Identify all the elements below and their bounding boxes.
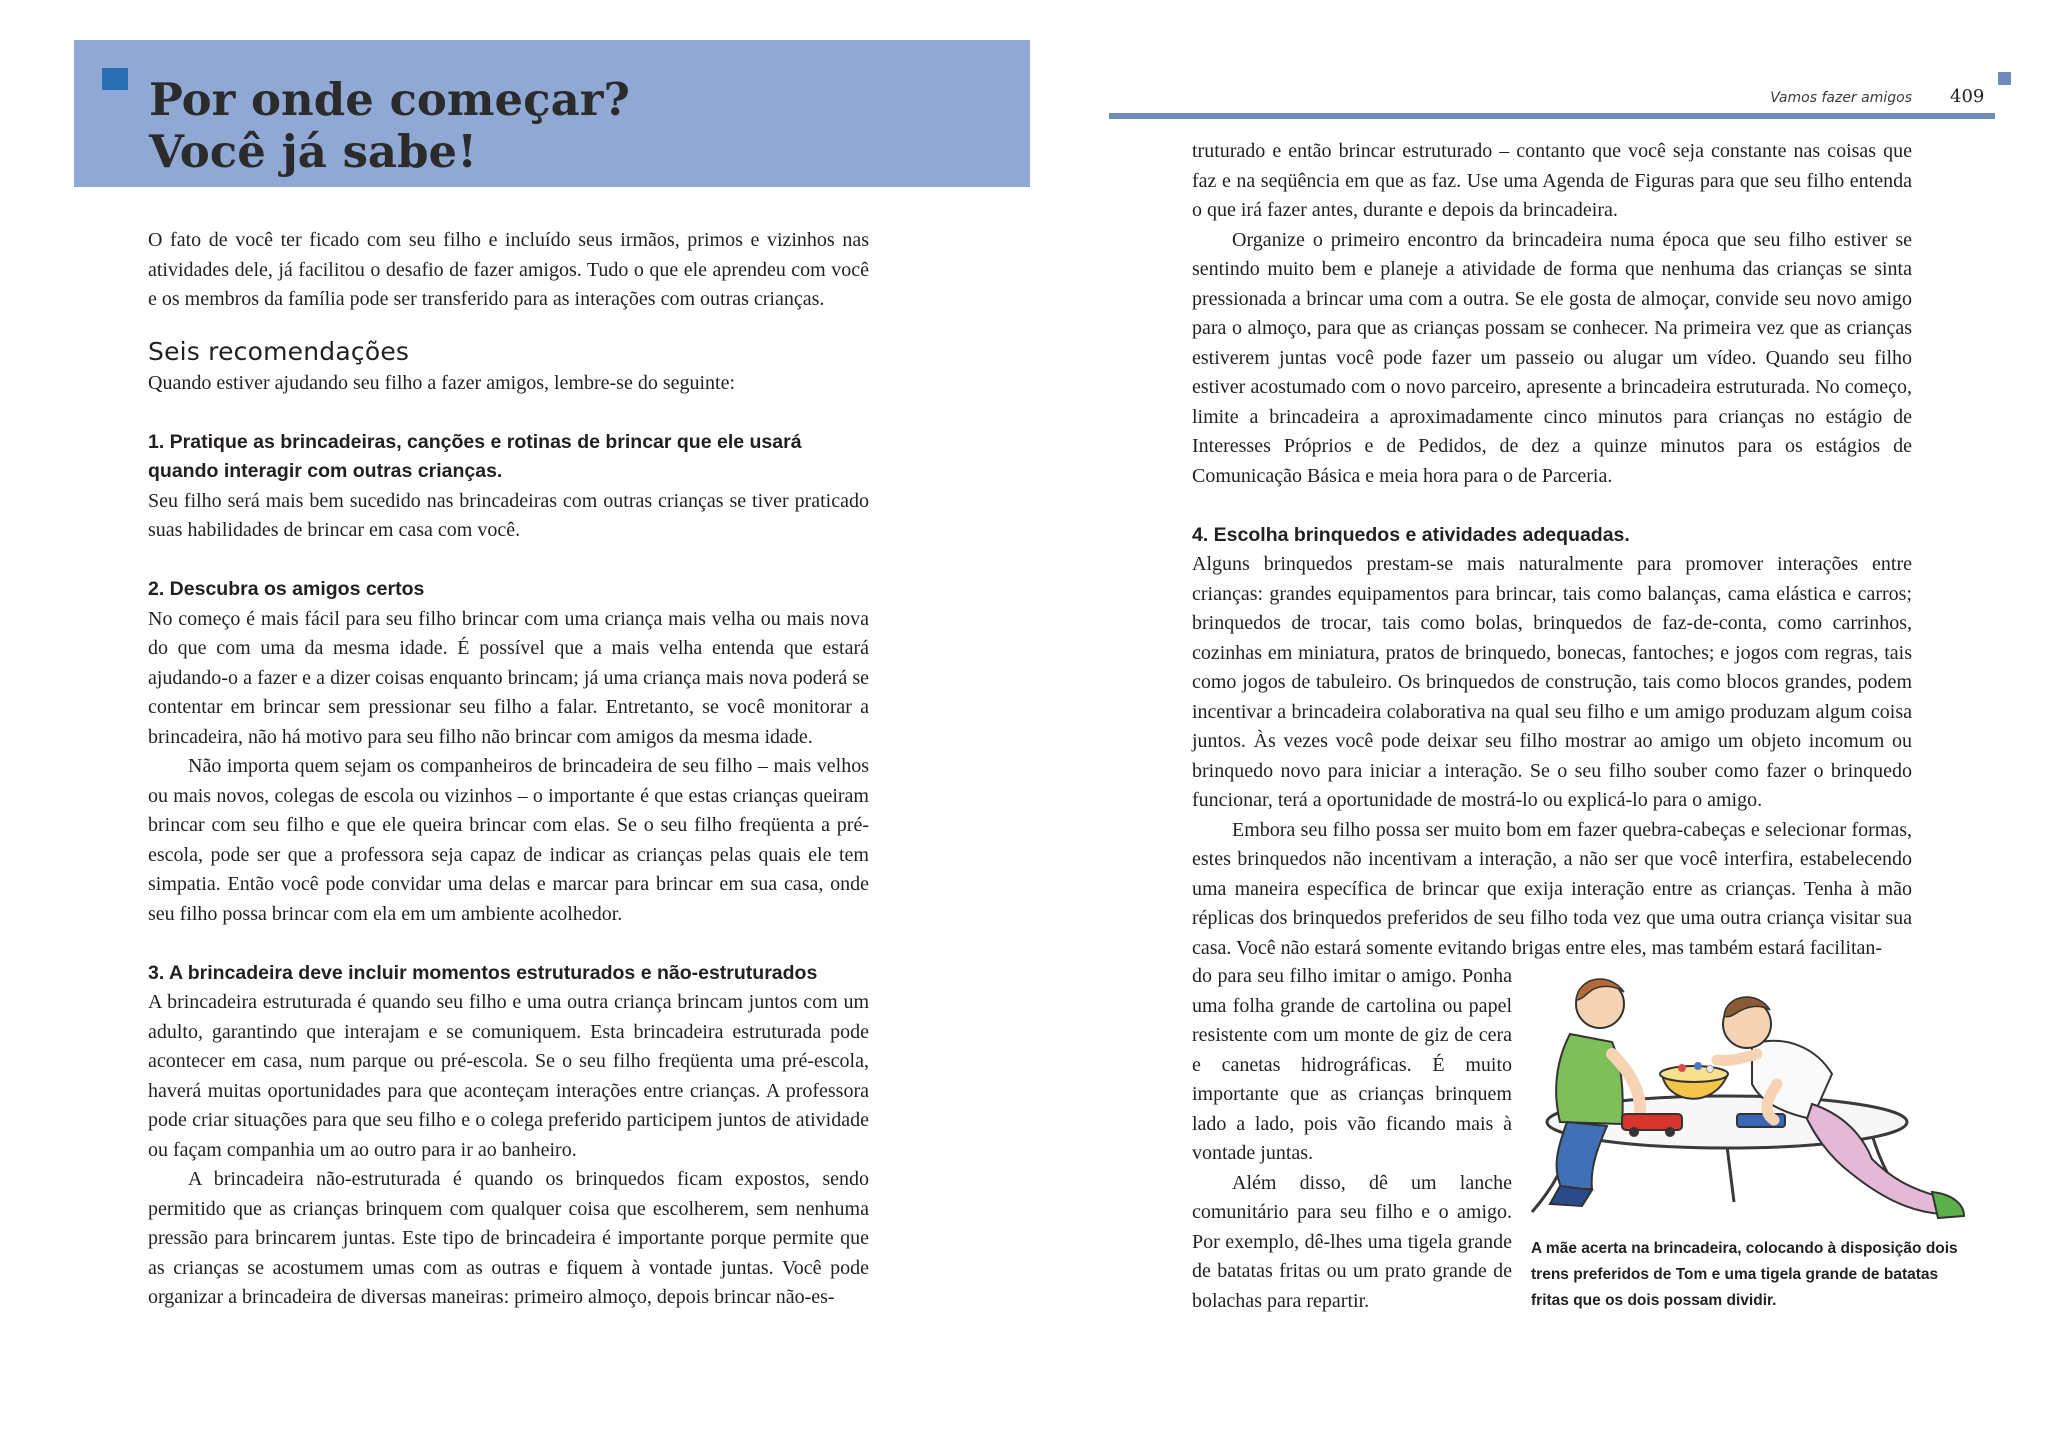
left-page-column bbox=[148, 226, 869, 1313]
recommendation-1-paragraph: Seu filho será mais bem sucedido nas brincadeiras com outras crianças se tiver praticado suas habilidades de brincar em casa com você. bbox=[148, 489, 869, 541]
continued-paragraph: truturado e então brincar estruturado – contanto que você seja constante nas coisas que faz e na seqüência em que as faz. Use uma Agenda de Figuras para que seu filho entenda o que irá fazer antes, durante e depois da brincadeira. bbox=[1192, 140, 1912, 221]
intro-paragraph: O fato de você ter ficado com seu filho e incluído seus irmãos, primos e vizinhos nas atividades dele, já facilitou o desafio de fazer amigos. Tudo o que ele aprendeu com você e os membros da família pode ser transferido para as interações com outras crianças. bbox=[148, 229, 869, 310]
children-playing-illustration bbox=[1512, 964, 1974, 1234]
right-page-column bbox=[1192, 137, 1912, 963]
recommendation-4-paragraph-2-continued: do para seu filho imitar o amigo. Ponha uma folha grande de cartolina ou papel resistente com um monte de giz de cera e canetas hidrográficas. É muito importante que as crianças brinquem lado a lado, pois vão ficando mais à vontade juntas. bbox=[1192, 965, 1512, 1164]
chapter-title bbox=[149, 74, 630, 178]
recommendation-3-paragraph-1: A brincadeira estruturada é quando seu filho e uma outra criança brincam juntos com um adulto, garantindo que interajam e se comuniquem. Esta brincadeira estruturada pode acontecer em casa, num parque ou pré-escola. Se o seu filho freqüenta uma pré-escola, haverá muitas oportunidades para que aconteçam interações entre crianças. A professora pode criar situações para que seu filho e o colega preferido participem juntos de atividade ou façam companhia um ao outro para ir ao banheiro. bbox=[148, 991, 869, 1161]
corner-square-icon bbox=[1998, 72, 2011, 85]
recommendation-4-heading: 4. Escolha brinquedos e atividades adequadas. bbox=[1192, 523, 1630, 546]
recommendation-4-paragraph-3: Além disso, dê um lanche comunitário para seu filho e o amigo. Por exemplo, dê-lhes uma tigela grande de batatas fritas ou um prato grande de bolachas para repartir. bbox=[1192, 1171, 1512, 1312]
section-title: Seis recomendações bbox=[148, 336, 410, 366]
illustration-caption: A mãe acerta na brincadeira, colocando à disposição dois trens preferidos de Tom e uma tigela grande de batatas fritas que os dois possam dividir. bbox=[1531, 1240, 1958, 1309]
header-rule bbox=[1109, 113, 1995, 119]
chapter-title-line2: Você já sabe! bbox=[149, 125, 477, 178]
running-header-title: Vamos fazer amigos bbox=[1770, 90, 1912, 106]
section-lead: Quando estiver ajudando seu filho a fazer amigos, lembre-se do seguinte: bbox=[148, 371, 736, 394]
recommendation-3-heading: 3. A brincadeira deve incluir momentos estruturados e não-estruturados bbox=[148, 961, 818, 984]
recommendation-2-paragraph-2: Não importa quem sejam os companheiros de brincadeira de seu filho – mais velhos ou mais novos, colegas de escola ou vizinhos – o importante é que estas crianças queiram brincar com seu filho e que ele queira brincar com elas. Se o seu filho freqüenta a pré-escola, pode ser que a professora seja capaz de indicar as crianças pelas quais ele tem simpatia. Então você pode convidar uma delas e marcar para brincar em sua casa, onde seu filho possa brincar com ela em um ambiente acolhedor. bbox=[148, 755, 869, 925]
first-meeting-paragraph: Organize o primeiro encontro da brincadeira numa época que seu filho estiver se sentindo muito bem e planeje a atividade de forma que nenhuma das crianças se sinta pressionada a brincar uma com a outra. Se ele gosta de almoçar, convide seu novo amigo para o almoço, para que as crianças possam se conhecer. Na primeira vez que as crianças estiverem juntas você pode fazer um passeio ou alugar um vídeo. Quando seu filho estiver acostumado com o novo parceiro, apresente a brincadeira estruturada. No começo, limite a brincadeira a aproximadamente cinco minutos para crianças no estágio de Interesses Próprios e de Pedidos, de dez a quinze minutos para os estágios de Comunicação Básica e meia hora para o de Parceria. bbox=[1192, 228, 1912, 487]
recommendation-2-paragraph-1: No começo é mais fácil para seu filho brincar com uma criança mais velha ou mais nova do que com uma da mesma idade. É possível que a mais velha entenda que estará ajudando-o a fazer e a dizer coisas enquanto brincam; já uma criança mais nova poderá se contentar em brincar sem pressionar seu filho a falar. Entretanto, se você monitorar a brincadeira, não há motivo para seu filho não brincar com amigos da mesma idade. bbox=[148, 607, 869, 748]
recommendation-1-heading: 1. Pratique as brincadeiras, canções e rotinas de brincar que ele usará quando interagir com outras crianças. bbox=[148, 430, 802, 482]
chapter-title-band bbox=[74, 40, 1030, 187]
recommendation-3-paragraph-2: A brincadeira não-estruturada é quando os brinquedos ficam expostos, sendo permitido que as crianças brinquem com qualquer coisa que escolherem, sem nenhuma pressão para brincarem juntas. Este tipo de brincadeira é importante porque permite que as crianças se acostumem umas com as outras e fiquem à vontade juntas. Você pode organizar a brincadeira de diversas maneiras: primeiro almoço, depois brincar não-es- bbox=[148, 1168, 869, 1308]
recommendation-4-paragraph-2: Embora seu filho possa ser muito bom em fazer quebra-cabeças e selecionar formas, estes brinquedos não incentivam a interação, a não ser que você interfira, estabelecendo uma maneira específica de brincar que exija interação entre as crianças. Tenha à mão réplicas dos brinquedos preferidos de seu filho toda vez que uma outra criança visitar sua casa. Você não estará somente evitando brigas entre eles, mas também estará facilitan- bbox=[1192, 818, 1912, 959]
title-square-icon bbox=[102, 68, 128, 90]
recommendation-4-paragraph-1: Alguns brinquedos prestam-se mais naturalmente para promover interações entre crianças: grandes equipamentos para brincar, tais como balanças, cama elástica e carros; brinquedos de trocar, tais como bolas, brinquedos de faz-de-conta, como carrinhos, cozinhas em miniatura, pratos de brinquedo, bonecas, fantoches; e jogos com regras, tais como jogos de tabuleiro. Os brinquedos de construção, tais como blocos grandes, podem incentivar a brincadeira colaborativa na qual seu filho e um amigo produzam algum coisa juntos. Às vezes você pode deixar seu filho mostrar ao amigo um objeto incomum ou brinquedo novo para iniciar a interação. Se o seu filho souber como fazer o brinquedo funcionar, terá a oportunidade de mostrá-lo ou explicá-lo para o amigo. bbox=[1192, 553, 1912, 811]
wrapped-text-column bbox=[1192, 962, 1512, 1316]
page-number: 409 bbox=[1950, 86, 1985, 107]
recommendation-2-heading: 2. Descubra os amigos certos bbox=[148, 578, 425, 600]
chapter-title-line1: Por onde começar? bbox=[149, 73, 630, 126]
